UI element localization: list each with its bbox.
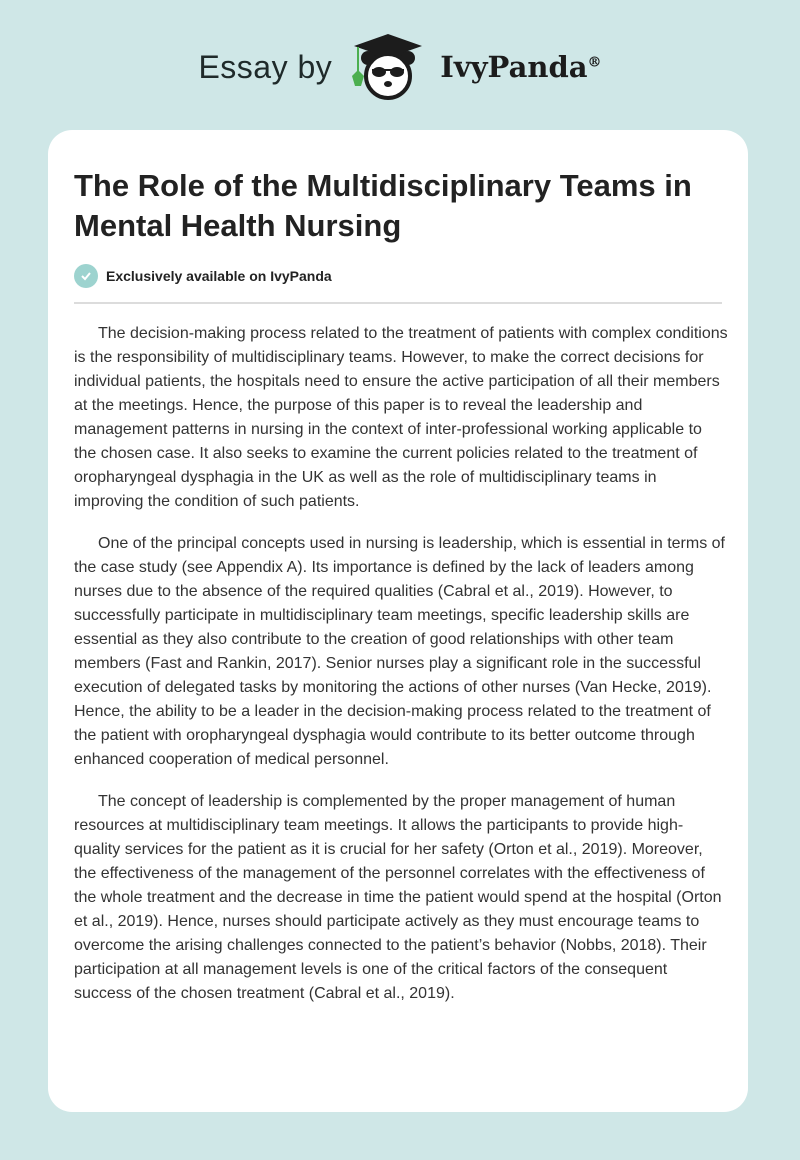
exclusive-label: Exclusively available on IvyPanda [106,268,332,284]
page-title: The Role of the Multidisciplinary Teams in Mental Health Nursing [74,168,692,243]
exclusive-badge [74,264,332,288]
essay-by-label: Essay by [198,48,333,85]
brand-header [0,32,800,102]
registered-mark: ® [587,54,602,71]
panda-logo-icon[interactable] [346,32,426,102]
essay-body [74,322,728,1024]
paragraph: The decision-making process related to the treatment of patients with complex conditions is the responsibility of multidisciplinary teams. However, to make the correct decisions for individual patients, the hospitals need to ensure the active participation of all their members at the meetings. Hence, the purpose of this paper is to reveal the leadership and management patterns in nursing in the context of inter-professional working applicable to the chosen case. It also seeks to examine the current policies related to the treatment of oropharyngeal dysphagia in the UK as well as the role of multidisciplinary teams in improving the condition of such patients. [74,325,728,510]
check-icon [74,264,98,288]
paragraph: One of the principal concepts used in nursing is leadership, which is essential in terms of the case study (see Appendix A). Its importance is defined by the lack of leaders among nurses due to the absence of the required qualities (Cabral et al., 2019). However, to successfully participate in multidisciplinary team meetings, specific leadership skills are essential as they also contribute to the creation of good relationships with other team members (Fast and Rankin, 2017). Senior nurses play a significant role in the successful execution of delegated tasks by monitoring the actions of other nurses (Van Hecke, 2019). Hence, the ability to be a leader in the decision-making process related to the treatment of the patient with oropharyngeal dysphagia would contribute to its better outcome through enhanced cooperation of medical personnel. [74,535,725,768]
brand-name-text: IvyPanda [440,50,588,84]
brand-name [440,50,601,84]
divider [74,302,722,304]
essay-card [48,130,748,1112]
paragraph: The concept of leadership is complemented by the proper management of human resources at multidisciplinary team meetings. It allows the participants to provide high-quality services for the patient as it is crucial for her safety (Orton et al., 2019). Moreover, the effectiveness of the management of the personnel correlates with the effectiveness of the whole treatment and the decrease in time the patient would spend at the hospital (Orton et al., 2019). Hence, nurses should participate actively as they must encourage teams to overcome the arising challenges connected to the patient’s behavior (Nobbs, 2018). Their participation at all management levels is one of the critical factors of the consequent success of the chosen treatment (Cabral et al., 2019). [74,793,722,1002]
